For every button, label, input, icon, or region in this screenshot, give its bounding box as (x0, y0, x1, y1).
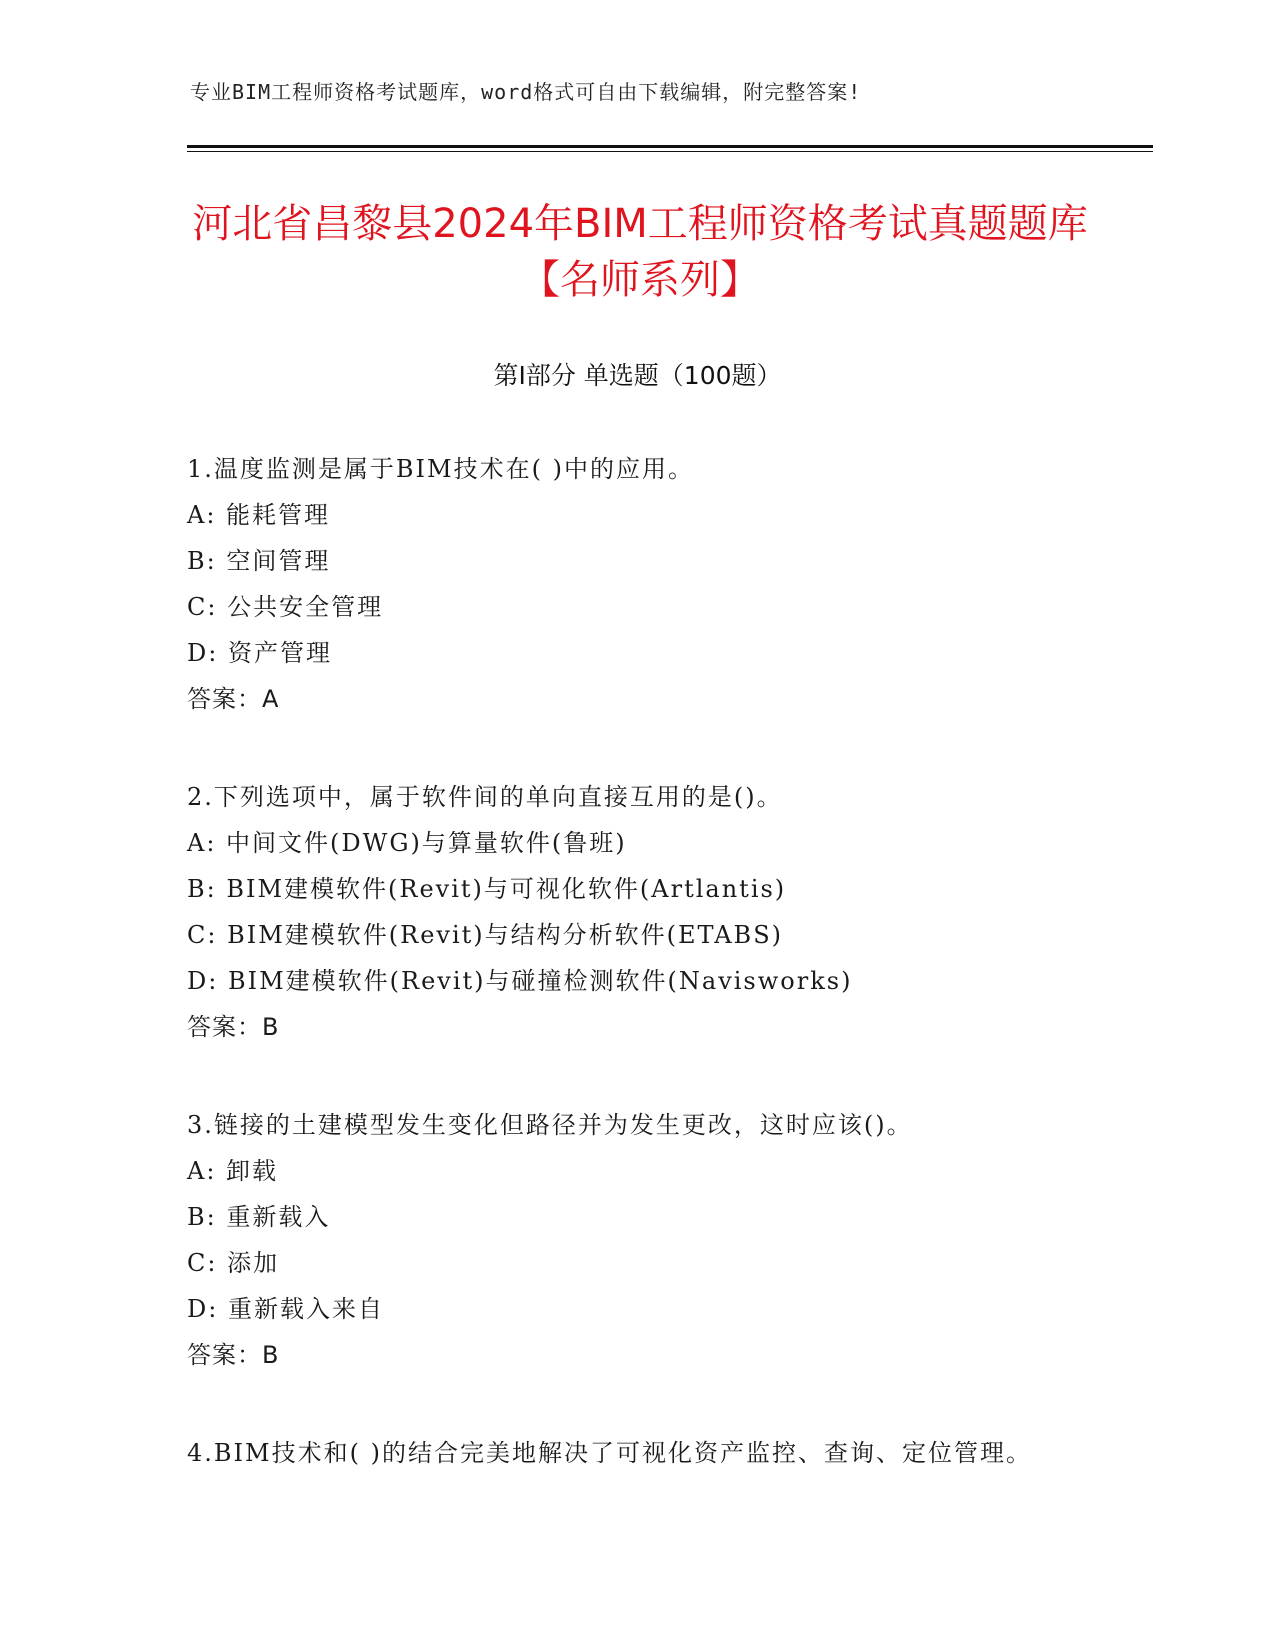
question-stem: 3.链接的土建模型发生变化但路径并为发生更改，这时应该()。 (187, 1111, 913, 1139)
option-d: D: 重新载入来自 (187, 1295, 384, 1323)
header-rule-thick (187, 145, 1153, 148)
option-a: A: 能耗管理 (187, 501, 331, 529)
option-a: A: 卸载 (187, 1157, 279, 1185)
question-list (187, 446, 1087, 1528)
header-rule-thin (187, 151, 1153, 152)
option-c: C: BIM建模软件(Revit)与结构分析软件(ETABS) (187, 921, 783, 949)
header-note: 专业BIM工程师资格考试题库，word格式可自由下载编辑，附完整答案! (190, 80, 862, 104)
option-b: B: 重新载入 (187, 1203, 331, 1231)
option-d: D: 资产管理 (187, 639, 332, 667)
question-stem: 2.下列选项中，属于软件间的单向直接互用的是()。 (187, 783, 783, 811)
question-1 (187, 446, 1087, 722)
document-title: 河北省昌黎县2024年BIM工程师资格考试真题题库【名师系列】 (192, 201, 1088, 303)
question-4 (187, 1430, 1087, 1476)
option-b: B: 空间管理 (187, 547, 331, 575)
section-heading: 第I部分 单选题（100题） (493, 361, 782, 390)
option-d: D: BIM建模软件(Revit)与碰撞检测软件(Navisworks) (187, 967, 853, 995)
answer: 答案：A (187, 685, 280, 713)
option-c: C: 添加 (187, 1249, 280, 1277)
question-stem: 1.温度监测是属于BIM技术在( )中的应用。 (187, 455, 694, 483)
question-2 (187, 774, 1087, 1050)
answer: 答案：B (187, 1341, 280, 1369)
question-3 (187, 1102, 1087, 1378)
option-b: B: BIM建模软件(Revit)与可视化软件(Artlantis) (187, 875, 787, 903)
answer: 答案：B (187, 1013, 280, 1041)
question-stem: 4.BIM技术和( )的结合完美地解决了可视化资产监控、查询、定位管理。 (187, 1439, 1032, 1467)
option-c: C: 公共安全管理 (187, 593, 384, 621)
option-a: A: 中间文件(DWG)与算量软件(鲁班) (187, 829, 627, 857)
